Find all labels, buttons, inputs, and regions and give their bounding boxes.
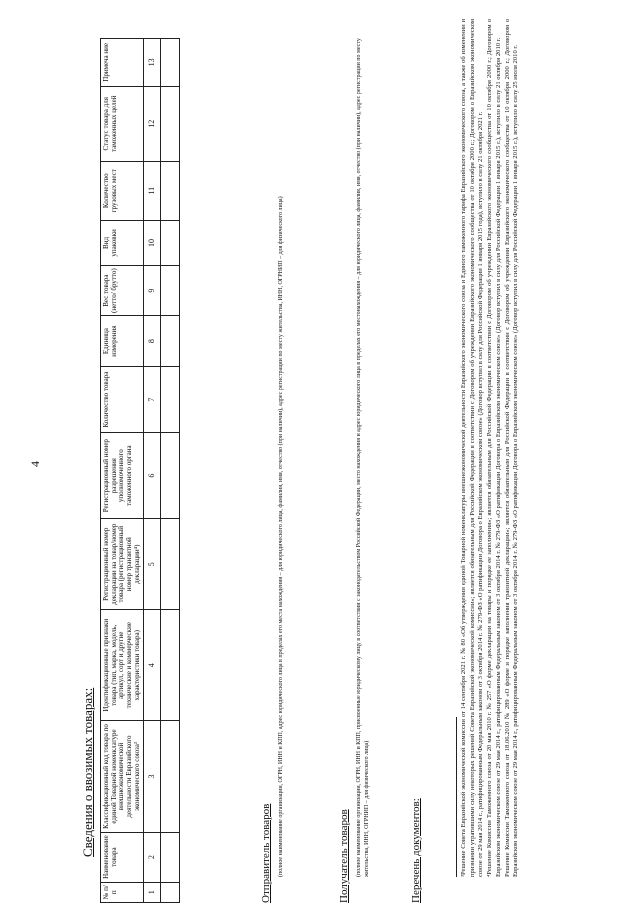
section-heading: Сведения о ввозимых товарах:: [80, 687, 95, 857]
table-header-cell: Статус товара для таможенных целей: [101, 86, 144, 161]
column-number: 8: [144, 316, 161, 367]
table-header-cell: № п/п: [101, 882, 144, 902]
table-header-row: [101, 39, 144, 903]
table-cell: [161, 832, 180, 882]
sender-label: Отправитель товаров: [260, 803, 272, 903]
table-header-cell: Количество товара: [101, 367, 144, 433]
table-cell: [161, 433, 180, 519]
table-cell: [161, 610, 180, 721]
column-number: 5: [144, 519, 161, 610]
column-number: 9: [144, 266, 161, 316]
table-header-cell: Классификационный код товара по единой Товарной номенклатуре внешнеэкономической деятельности Евразийского экономического союза³: [101, 721, 144, 832]
table-cell: [161, 882, 180, 902]
column-number: 6: [144, 433, 161, 519]
column-number: 13: [144, 39, 161, 87]
column-number: 10: [144, 220, 161, 265]
table-header-cell: Вес товара (нетто/ брутто): [101, 266, 144, 316]
documents-label: Перечень документов:: [410, 798, 422, 903]
table-cell: [161, 86, 180, 161]
table-header-cell: Наименование товара: [101, 832, 144, 882]
table-number-row: [144, 39, 161, 903]
table-header-cell: Единица измерения: [101, 316, 144, 367]
footnote-3: ³Решение Совета Евразийской экономической комиссии от 14 сентября 2021 г. № 80 «Об утверждении единой Товарной номенклатуры внешнеэкономической деятельности Евразийского экономического союза и Единого таможенного тарифа Евразийского экономического союза, а также об изменении и признании утратившими силу некоторых решений Совета Евразийской экономической комиссии»; является обязательным для Российской Федерации в соответствии с Договором об учреждении Евразийского экономического сообщества от 10 октября 2000 г.; Договором о Евразийском экономическом союзе от 29 мая 2014 г., ратифицированным Федеральным законом от 3 октября 2014 г. № 279-ФЗ «О ратификации Договора о Евразийском экономическом союзе» (Договор вступил в силу для Российской Федерации 1 января 2015 года), вступило в силу 21 октября 2021 г.: [460, 19, 485, 877]
column-number: 7: [144, 367, 161, 433]
table-cell: [161, 519, 180, 610]
column-number: 2: [144, 832, 161, 882]
table-header-cell: Регистрационный номер разрешения уполномоченного таможенного органа: [101, 433, 144, 519]
table-cell: [161, 220, 180, 265]
recipient-label: Получатель товаров: [338, 809, 350, 903]
table-header-cell: Регистрационный номер декларации на товар/номер товара (регистрационный номер транзитной декларации⁴): [101, 519, 144, 610]
footnote-separator: [456, 717, 457, 877]
goods-table: [100, 38, 180, 903]
table-header-cell: Вид упаковки: [101, 220, 144, 265]
sender-note: (полное наименование организации, ОГРН, ИНН и КПП, адрес юридического лица в пределах его места нахождения – для юридического лица, фамилия, имя, отчество (при наличии), адрес регистрации по месту жительства, ИНН, ОГРНИП – для физического лица): [278, 196, 284, 877]
page-number: 4: [28, 461, 42, 467]
column-number: 4: [144, 610, 161, 721]
table-header-cell: Примеча ние: [101, 39, 144, 87]
recipient-note: (полное наименование организации, ОГРН, ИНН и КПП, присвоенные юридическому лицу в соответствии с законодательством Российской Федерации, место нахождения и адрес юридического лица в пределах его местонахождения – для юридического лица, фамилия, имя, отчество (при наличии), адрес регистрации по месту жительства, ИНН, ОГРНИП – для физического лица): [356, 38, 370, 877]
footnote-4b: Решение Комиссии Таможенного союза от 18.06.2010 № 289 «О форме и порядке заполнения транзитной декларации»; является обязательным для Российской Федерации в соответствии с Договором об учреждении Евразийского экономического сообщества от 10 октября 2000 г.; Договором о Евразийском экономическом союзе от 29 мая 2014 г., ратифицированным Федеральным законом от 3 октября 2014 г. № 279-ФЗ «О ратификации Договора о Евразийском экономическом союзе» (Договор вступил в силу для Российской Федерации 1 января 2015 г.), вступило в силу 25 июля 2010 г.: [503, 19, 520, 877]
footnotes: [460, 19, 521, 877]
table-cell: [161, 316, 180, 367]
table-cell: [161, 161, 180, 220]
column-number: 12: [144, 86, 161, 161]
column-number: 11: [144, 161, 161, 220]
footnote-4: ⁴Решение Комиссии Таможенного союза от 20 мая 2010 г. № 257 «О форме декларации на товары и порядке ее заполнения»; является обязательным для Российской Федерации в соответствии с Договором об учреждении Евразийского экономического сообщества от 10 октября 2000 г.; Договором о Евразийском экономическом союзе от 29 мая 2014 г., ратифицированным Федеральным законом от 3 октября 2014 г. № 279-ФЗ «О ратификации Договора о Евразийском экономическом союзе» (Договор вступил в силу для Российской Федерации 1 января 2015 г.), вступило в силу 21 октября 2010 г.: [486, 19, 502, 877]
table-cell: [161, 367, 180, 433]
table-cell: [161, 721, 180, 832]
table-header-cell: Количество грузовых мест: [101, 161, 144, 220]
table-empty-row: [161, 39, 180, 903]
table-cell: [161, 266, 180, 316]
table-cell: [161, 39, 180, 87]
table-header-cell: Идентификационные признаки товара (тип, марка, модель, артикул, сорт и другие технические и коммерческие характеристики товара): [101, 610, 144, 721]
column-number: 1: [144, 882, 161, 902]
column-number: 3: [144, 721, 161, 832]
